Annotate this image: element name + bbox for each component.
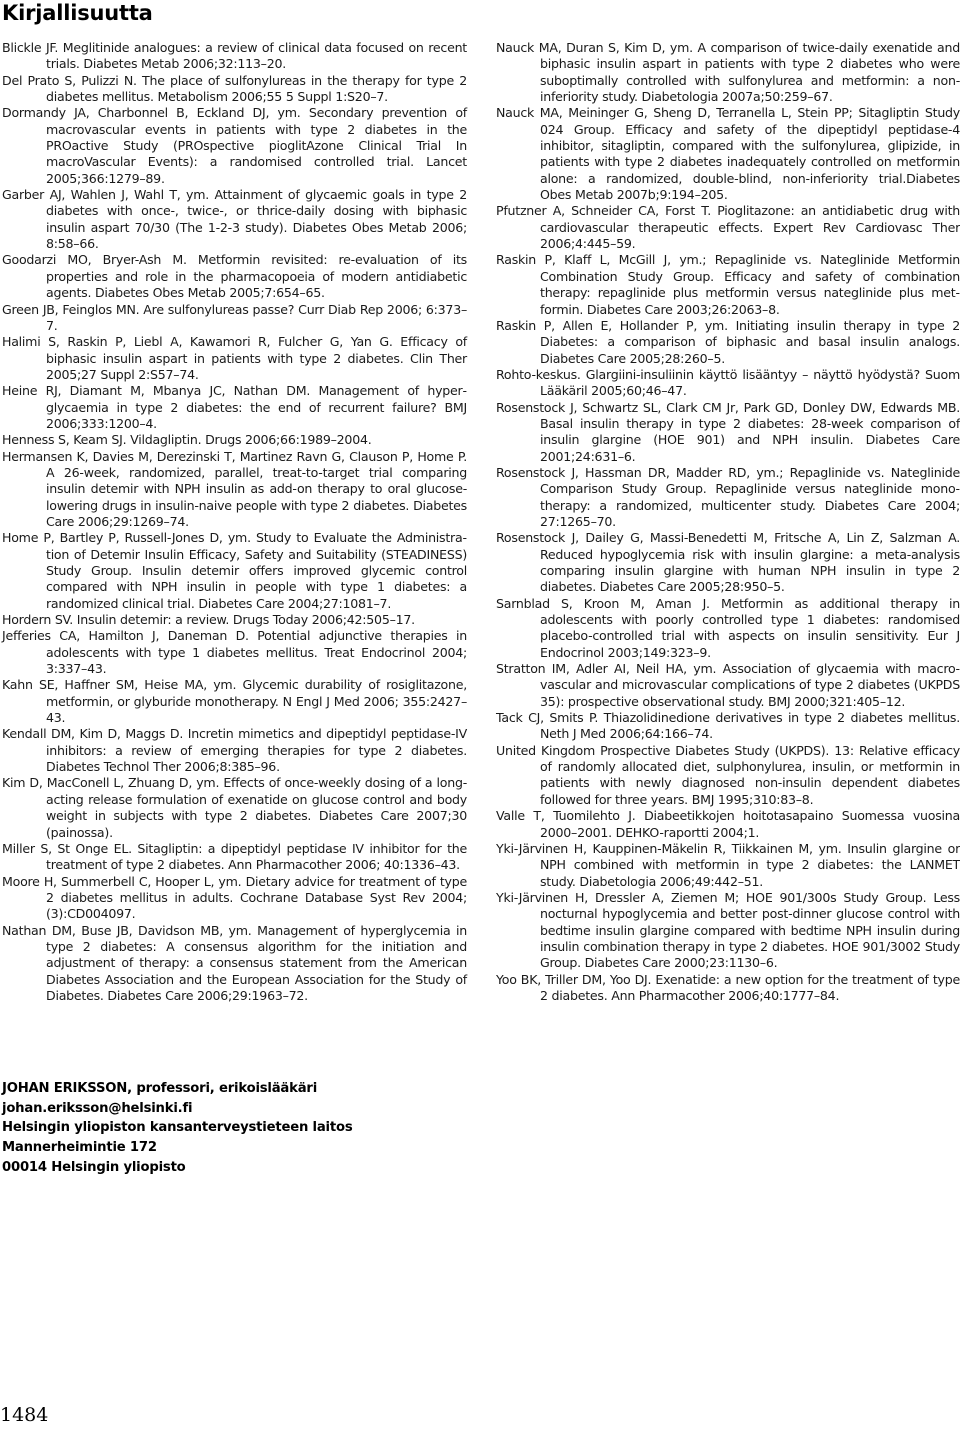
reference-entry: Blickle JF. Meglitinide analogues: a review of clinical data focused on recent trials. Diabetes Metab 2006;32:113–20.	[2, 40, 467, 72]
reference-entry: Garber AJ, Wahlen J, Wahl T, ym. Attainment of glycaemic goals in type 2 diabetes with once-, twice-, or thrice-daily dosing with biphasic insulin aspart 70/30 (The 1-2-3 study). Diabetes Obes Metab 2006; 8:58–66.	[2, 187, 467, 252]
reference-entry: Dormandy JA, Charbonnel B, Eckland DJ, ym. Secondary prevention of macrovascular events in patients with type 2 diabetes in the PROactive Study (PROspective pioglitAzone Clinical Trial In macroVascular Events): a randomised controlled trial. Lancet 2005;366:1279–89.	[2, 105, 467, 186]
references-right-column	[496, 40, 960, 1004]
references-left-column	[2, 40, 467, 1004]
reference-entry: Moore H, Summerbell C, Hooper L, ym. Dietary advice for treatment of type 2 diabetes mellitus in adults. Cochrane Database Syst Rev 2004;(3):CD004097.	[2, 873, 467, 922]
reference-entry: Henness S, Keam SJ. Vildagliptin. Drugs 2006;66:1989–2004.	[2, 432, 372, 448]
reference-entry: United Kingdom Prospective Diabetes Study (UKPDS). 13: Relative efficacy of randomly allocated diet, sulphonylurea, insulin, or metformin in patients with newly diagnosed non-insulin dependent diabetes followed for three years. BMJ 1995;310:83–8.	[496, 742, 960, 807]
reference-entry: Kendall DM, Kim D, Maggs D. Incretin mimetics and dipeptidyl peptidase-IV inhibitors: a review of emerging therapies for type 2 diabetes. Diabetes Technol Ther 2006;8:385–96.	[2, 726, 467, 775]
reference-entry: Miller S, St Onge EL. Sitagliptin: a dipeptidyl peptidase IV inhibitor for the treatment of type 2 diabetes. Ann Pharmacother 2006; 40:1336–43.	[2, 840, 467, 873]
reference-entry: Heine RJ, Diamant M, Mbanya JC, Nathan DM. Management of hyperglycaemia in type 2 diabetes: the end of recurrent failure? BMJ 2006;333:1200–4.	[2, 383, 467, 431]
reference-entry: Del Prato S, Pulizzi N. The place of sulfonylureas in the therapy for type 2 diabetes mellitus. Metabolism 2006;55 5 Suppl 1:S20–7.	[2, 72, 467, 105]
reference-entry: Yoo BK, Triller DM, Yoo DJ. Exenatide: a new option for the treatment of type 2 diabetes. Ann Pharmacother 2006;40:1777–84.	[496, 971, 960, 1003]
section-title: Kirjallisuutta	[2, 1, 153, 25]
reference-entry: Home P, Bartley P, Russell-Jones D, ym. Study to Evaluate the Administration of Detemir Insulin Efficacy, Safety and Suitability (STEADINESS) Study Group. Insulin detemir offers improved glycemic control compared with NPH insulin in people with type 1 diabetes: a randomized clinical trial. Diabetes Care 2004;27:1081–7.	[2, 530, 467, 611]
reference-entry: Rosenstock J, Dailey G, Massi-Benedetti M, Fritsche A, Lin Z, Salzman A. Reduced hypoglycemia risk with insulin glargine: a meta-analysis comparing insulin glargine with human NPH insulin in type 2 diabetes. Diabetes Care 2005;28:950–5.	[496, 530, 960, 595]
reference-entry: Raskin P, Klaff L, McGill J, ym.; Repaglinide vs. Nateglinide Metformin Combination Study Group. Efficacy and safety of combination therapy: repaglinide plus metformin versus nateglinide plus metformin. Diabetes Care 2003;26:2063–8.	[496, 252, 960, 317]
author-street-address: Mannerheimintie 172	[2, 1140, 157, 1156]
reference-entry: Tack CJ, Smits P. Thiazolidinedione derivatives in type 2 diabetes mellitus. Neth J Med 2006;64:166–74.	[496, 710, 960, 742]
reference-entry: Yki-Järvinen H, Kauppinen-Mäkelin R, Tiikkainen M, ym. Insulin glargine or NPH combined with metformin in type 2 diabetes: the LANMET study. Diabetologia 2006;49:442–51.	[496, 840, 960, 889]
reference-entry: Raskin P, Allen E, Hollander P, ym. Initiating insulin therapy in type 2 Diabetes: a comparison of biphasic and basal insulin analogs. Diabetes Care 2005;28:260–5.	[496, 317, 960, 366]
author-institution: Helsingin yliopiston kansanterveystieteen laitos	[2, 1120, 353, 1136]
reference-entry: Sarnblad S, Kroon M, Aman J. Metformin as additional therapy in adolescents with poorly controlled type 1 diabetes: randomised placebo-controlled trial with aspects on insulin sensitivity. Eur J Endocrinol 2003;149:323–9.	[496, 595, 960, 660]
reference-entry: Hordern SV. Insulin detemir: a review. Drugs Today 2006;42:505–17.	[2, 612, 415, 628]
reference-entry: Kahn SE, Haffner SM, Heise MA, ym. Glycemic durability of rosiglitazone, metformin, or glyburide monotherapy. N Engl J Med 2006; 355:2427–43.	[2, 677, 467, 726]
author-name-title: JOHAN ERIKSSON, professori, erikoislääkäri	[2, 1081, 318, 1096]
author-postal-address: 00014 Helsingin yliopisto	[2, 1159, 186, 1175]
reference-entry: Stratton IM, Adler AI, Neil HA, ym. Association of glycaemia with macrovascular and microvascular complications of type 2 diabetes (UKPDS 35): prospective observational study. BMJ 2000;321:405–12.	[496, 661, 960, 709]
reference-entry: Goodarzi MO, Bryer-Ash M. Metformin revisited: re-evaluation of its properties and role in the pharmacopoeia of modern antidiabetic agents. Diabetes Obes Metab 2005;7:654–65.	[2, 252, 467, 301]
reference-entry: Kim D, MacConell L, Zhuang D, ym. Effects of once-weekly dosing of a long-acting release formulation of exenatide on glucose control and body weight in subjects with type 2 diabetes. Diabetes Care 2007;30 (painossa).	[2, 775, 467, 840]
reference-entry: Pfutzner A, Schneider CA, Forst T. Pioglitazone: an antidiabetic drug with cardiovascular therapeutic effects. Expert Rev Cardiovasc Ther 2006;4:445–59.	[496, 203, 960, 252]
reference-entry: Halimi S, Raskin P, Liebl A, Kawamori R, Fulcher G, Yan G. Efficacy of biphasic insulin aspart in patients with type 2 diabetes. Clin Ther 2005;27 Suppl 2:S57–74.	[2, 334, 467, 382]
reference-entry: Jefferies CA, Hamilton J, Daneman D. Potential adjunctive therapies in adolescents with type 1 diabetes mellitus. Treat Endocrinol 2004; 3:337–43.	[2, 628, 467, 677]
reference-entry: Rosenstock J, Hassman DR, Madder RD, ym.; Repaglinide vs. Nateglinide Comparison Study Group. Repaglinide versus nateglinide monotherapy: a randomized, multicenter study. Diabetes Care 2004; 27:1265–70.	[496, 464, 960, 529]
reference-entry: Nauck MA, Meininger G, Sheng D, Terranella L, Stein PP; Sitagliptin Study 024 Group. Efficacy and safety of the dipeptidyl peptidase-4 inhibitor, sitagliptin, compared with the sulfonylurea, glipizide, in patients with type 2 diabetes inadequately controlled on metformin alone: a randomized, double-blind, non-inferiority trial.Diabetes Obes Metab 2007b;9:194–205.	[496, 105, 960, 203]
reference-entry: Valle T, Tuomilehto J. Diabeetikkojen hoitotasapaino Suomessa vuosina 2000–2001. DEHKO-raportti 2004;1.	[496, 808, 960, 840]
reference-entry: Rosenstock J, Schwartz SL, Clark CM Jr, Park GD, Donley DW, Edwards MB. Basal insulin therapy in type 2 diabetes: 28-week comparison of insulin glargine (HOE 901) and NPH insulin. Diabetes Care 2001;24:631–6.	[496, 399, 960, 464]
reference-entry: Green JB, Feinglos MN. Are sulfonylureas passe? Curr Diab Rep 2006; 6:373–7.	[2, 301, 467, 333]
reference-entry: Hermansen K, Davies M, Derezinski T, Martinez Ravn G, Clauson P, Home P. A 26-week, randomized, parallel, treat-to-target trial comparing insulin detemir with NPH insulin as add-on therapy to oral glucose-lowering drugs in insulin-naive people with type 2 diabetes. Diabetes Care 2006;29:1269–74.	[2, 448, 467, 529]
reference-entry: Nauck MA, Duran S, Kim D, ym. A comparison of twice-daily exenatide and biphasic insulin aspart in patients with type 2 diabetes who were suboptimally controlled with sulfonylurea and metformin: a non-inferiority study. Diabetologia 2007a;50:259–67.	[496, 40, 960, 105]
reference-entry: Yki-Järvinen H, Dressler A, Ziemen M; HOE 901/300s Study Group. Less nocturnal hypoglycemia and better post-dinner glucose control with bedtime insulin glargine compared with bedtime NPH insulin during insulin combination therapy in type 2 diabetes. HOE 901/3002 Study Group. Diabetes Care 2000;23:1130–6.	[496, 889, 960, 971]
author-contact-block	[2, 1079, 522, 1178]
reference-entry: Nathan DM, Buse JB, Davidson MB, ym. Management of hyperglycemia in type 2 diabetes: A consensus algorithm for the initiation and adjustment of therapy: a consensus statement from the American Diabetes Association and the European Association for the Study of Diabetes. Diabetes Care 2006;29:1963–72.	[2, 922, 467, 1003]
author-email: johan.eriksson@helsinki.fi	[2, 1100, 193, 1116]
reference-entry: Rohto-keskus. Glargiini-insuliinin käyttö lisääntyy – näyttö hyödystä? Suom Lääkäril 2005;60;46–47.	[496, 366, 960, 399]
page-number: 1484	[0, 1404, 49, 1426]
